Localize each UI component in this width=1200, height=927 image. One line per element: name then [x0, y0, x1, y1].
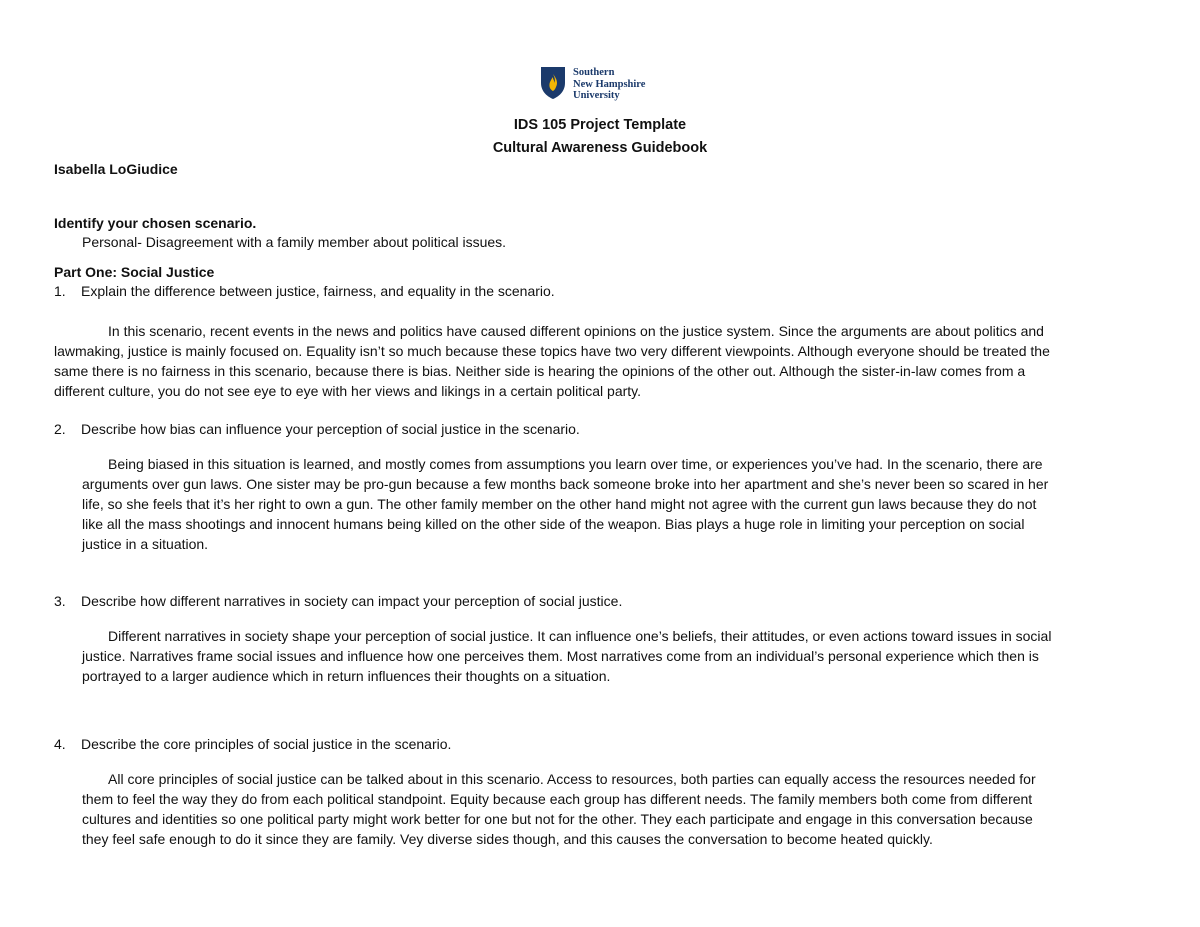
answer-4	[82, 769, 1146, 849]
logo-line-1: Southern	[573, 67, 615, 78]
question-prompt: Describe the core principles of social justice in the scenario.	[81, 736, 452, 752]
answer-line: them to feel the way they do from each political standpoint. Equity because each group has different needs. The family members both come from different	[82, 791, 1033, 807]
answer-line: portrayed to a larger audience which in return influences their thoughts on a situation.	[82, 668, 611, 684]
shield-flame-icon	[540, 66, 566, 100]
question-prompt: Explain the difference between justice, fairness, and equality in the scenario.	[81, 283, 555, 299]
question-prompt: Describe how bias can influence your perception of social justice in the scenario.	[81, 421, 580, 437]
logo-wordmark	[573, 67, 645, 102]
answer-3	[82, 626, 1146, 686]
answer-line: All core principles of social justice can be talked about in this scenario. Access to resources, both parties can equally access the resources needed for	[108, 771, 1036, 787]
logo-line-3: University	[573, 90, 620, 101]
answer-1	[54, 321, 1146, 401]
answer-line: arguments over gun laws. One sister may be pro-gun because a few months back someone broke into her apartment and she’s never been so scared in her	[82, 476, 1049, 492]
answer-line: Different narratives in society shape your perception of social justice. It can influence one’s beliefs, their attitudes, or even actions toward issues in social	[108, 628, 1052, 644]
answer-line: lawmaking, justice is mainly focused on. Equality isn’t so much because these topics have two very different viewpoints. Although everyone should be treated the	[54, 343, 1050, 359]
question-4	[54, 734, 451, 754]
question-2	[54, 419, 580, 439]
answer-line: justice in a situation.	[82, 536, 209, 552]
document-title: IDS 105 Project Template	[513, 117, 687, 133]
document-subtitle: Cultural Awareness Guidebook	[492, 140, 708, 156]
answer-line: like all the mass shootings and innocent humans being killed on the other side of the weapon. Bias plays a huge role in limiting your perception on social	[82, 516, 1025, 532]
answer-line: cultures and identities so one political party might work better for one but not for the other. They each participate and engage in this conversation because	[82, 811, 1033, 827]
question-prompt: Describe how different narratives in society can impact your perception of social justice.	[81, 593, 623, 609]
question-number: 1.	[54, 283, 66, 299]
answer-line: they feel safe enough to do it since they are family. Vey diverse sides though, and this causes the conversation to become heated quickly.	[82, 831, 933, 847]
question-3	[54, 591, 622, 611]
question-number: 2.	[54, 421, 66, 437]
answer-line: life, so she feels that it’s her right to own a gun. The other family member on the other hand might not agree with the current gun laws because they do not	[82, 496, 1037, 512]
scenario-text: Personal- Disagreement with a family member about political issues.	[82, 234, 507, 250]
university-logo	[540, 66, 645, 102]
answer-line: different culture, you do not see eye to eye with her views and likings in a certain political party.	[54, 383, 642, 399]
answer-line: same there is no fairness in this scenario, because there is bias. Neither side is hearing the opinions of the other out. Although the sister-in-law comes from a	[54, 363, 1026, 379]
author-name: Isabella LoGiudice	[54, 161, 178, 177]
question-number: 3.	[54, 593, 66, 609]
part-one-heading: Part One: Social Justice	[54, 264, 215, 280]
answer-line: justice. Narratives frame social issues and influence how one perceives them. Most narratives come from an individual’s personal experience which then is	[82, 648, 1039, 664]
question-1	[54, 281, 555, 301]
answer-line: Being biased in this situation is learned, and mostly comes from assumptions you learn over time, or experiences you’ve had. In the scenario, there are	[108, 456, 1043, 472]
question-number: 4.	[54, 736, 66, 752]
logo-line-2: New Hampshire	[573, 78, 646, 90]
scenario-heading: Identify your chosen scenario.	[54, 215, 257, 231]
answer-line: In this scenario, recent events in the news and politics have caused different opinions on the justice system. Since the arguments are about politics and	[108, 323, 1044, 339]
answer-2	[82, 454, 1146, 554]
